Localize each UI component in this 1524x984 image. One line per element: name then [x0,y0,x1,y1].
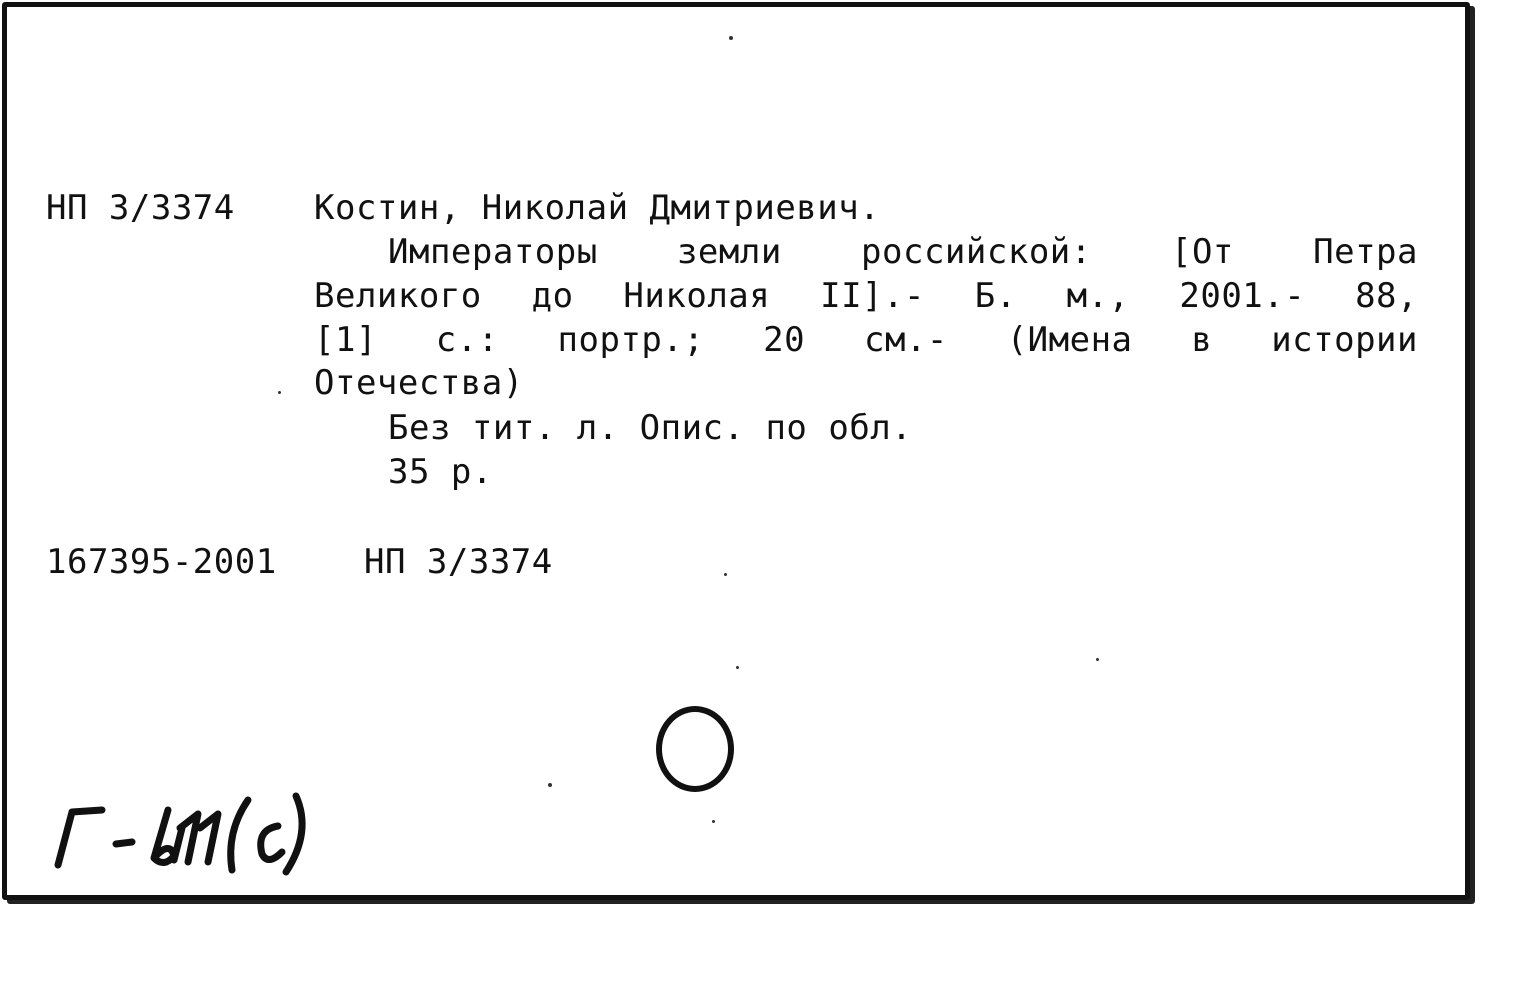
note: Без тит. л. Опис. по обл. [388,408,913,448]
speck-7 [278,391,281,394]
catalog-card [2,2,1470,900]
footer-shelfmark: НП 3/3374 [364,542,553,582]
speck-2 [736,666,739,669]
shelfmark: НП 3/3374 [46,188,235,228]
title-line-3: [1] с.: портр.; 20 см.- (Имена в истории [314,320,1418,360]
circle-mark-icon [656,706,734,792]
footer-number: 167395-2001 [46,542,277,582]
speck-1 [729,36,733,40]
series-end: Отечества) [314,363,524,403]
author-heading: Костин, Николай Дмитриевич. [314,188,881,228]
title-line-2: Великого до Николая II].- Б. м., 2001.- 88, [314,276,1418,316]
speck-3 [724,573,727,576]
speck-4 [548,783,552,787]
handwritten-code [50,770,330,880]
price: 35 р. [388,452,493,492]
title-line-1: Императоры земли российской: [От Петра [388,232,1418,272]
speck-6 [712,820,715,823]
speck-5 [1096,658,1099,661]
